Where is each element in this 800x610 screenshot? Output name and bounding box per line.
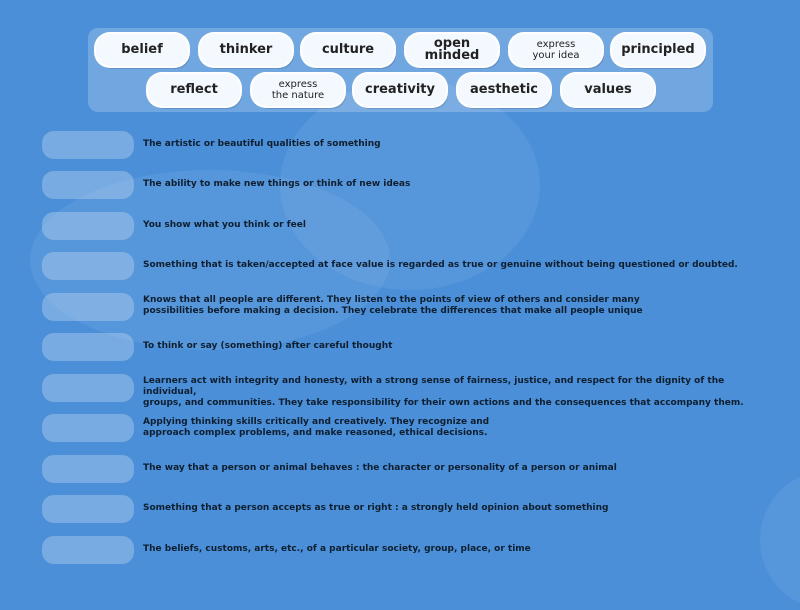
word-tile[interactable] [148, 74, 240, 106]
definition-text: You show what you think or feel [143, 220, 306, 230]
word-label: belief [121, 42, 163, 57]
word-tile[interactable] [96, 34, 188, 66]
word-tile[interactable] [302, 34, 394, 66]
definition-text: Knows that all people are different. They listen to the points of view of others and consider many possibilities before making a decision. They celebrate the differences that make all people unique [143, 295, 643, 316]
word-tile[interactable] [354, 74, 446, 106]
definition-text: The way that a person or animal behaves : the character or personality of a person or animal [143, 463, 617, 473]
background-cloud [760, 470, 800, 610]
word-label: thinker [219, 42, 273, 57]
answer-slot[interactable] [42, 252, 134, 280]
word-label: culture [321, 42, 375, 57]
word-tile[interactable] [458, 74, 550, 106]
word-label: aesthetic [470, 82, 538, 97]
word-tile[interactable] [612, 34, 704, 66]
word-tile[interactable] [562, 74, 654, 106]
word-label: creativity [365, 82, 435, 97]
answer-slot[interactable] [42, 333, 134, 361]
definition-text: Something that a person accepts as true or right : a strongly held opinion about something [143, 503, 609, 513]
answer-slot[interactable] [42, 171, 134, 199]
word-label: express your idea [532, 39, 580, 61]
definition-text: Applying thinking skills critically and creatively. They recognize and approach complex problems, and make reasoned, ethical decisions. [143, 417, 490, 438]
word-label: principled [621, 42, 695, 57]
definition-text: Learners act with integrity and honesty, with a strong sense of fairness, justice, and respect for the dignity of the individual, groups, and communities. They take responsibility for their own actions and the consequences that accompany them. [143, 376, 744, 408]
answer-slot[interactable] [42, 495, 134, 523]
answer-slot[interactable] [42, 414, 134, 442]
word-tile[interactable] [510, 34, 602, 66]
word-tile[interactable] [200, 34, 292, 66]
answer-slot[interactable] [42, 536, 134, 564]
definition-text: To think or say (something) after careful thought [143, 341, 393, 351]
word-tile[interactable] [252, 74, 344, 106]
word-label: values [584, 82, 632, 97]
definition-text: The beliefs, customs, arts, etc., of a particular society, group, place, or time [143, 544, 531, 554]
word-label: reflect [170, 82, 218, 97]
word-label: express the nature [271, 79, 325, 101]
answer-slot[interactable] [42, 131, 134, 159]
answer-slot[interactable] [42, 455, 134, 483]
definition-text: Something that is taken/accepted at face value is regarded as true or genuine without being questioned or doubted. [143, 260, 738, 270]
answer-slot[interactable] [42, 212, 134, 240]
definition-text: The artistic or beautiful qualities of something [143, 139, 381, 149]
definition-text: The ability to make new things or think of new ideas [143, 179, 411, 189]
answer-slot[interactable] [42, 293, 134, 321]
word-bank [88, 28, 713, 112]
word-label: open minded [424, 36, 480, 63]
word-tile[interactable] [406, 34, 498, 66]
answer-slot[interactable] [42, 374, 134, 402]
